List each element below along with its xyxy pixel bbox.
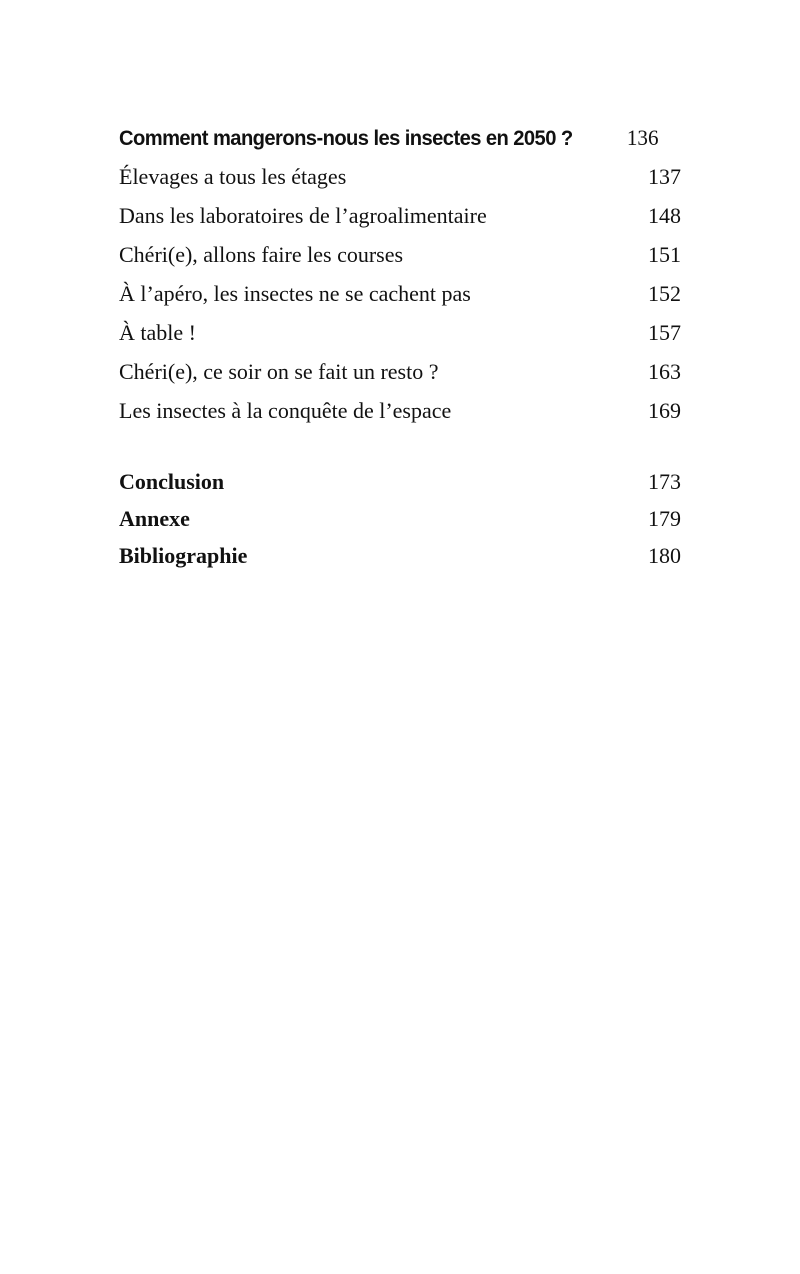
back-matter-list: [119, 463, 681, 574]
toc-entry: [119, 196, 681, 235]
back-matter-entry: [119, 537, 681, 574]
toc-entry-title: À l’apéro, les insectes ne se cachent pas: [119, 281, 471, 306]
toc-entry-page: 169: [648, 398, 681, 423]
back-matter-entry: [119, 463, 681, 500]
toc-entry-page: 137: [648, 164, 681, 189]
toc-entry-title: Chéri(e), allons faire les courses: [119, 242, 404, 267]
toc-entry-title: Chéri(e), ce soir on se fait un resto ?: [119, 359, 439, 384]
toc-entry-title: Élevages a tous les étages: [119, 164, 347, 189]
back-matter-page: 179: [648, 506, 681, 531]
toc-entry: [119, 235, 681, 274]
table-of-contents: [119, 118, 681, 430]
toc-entry: [119, 391, 681, 430]
toc-entry-title: Dans les laboratoires de l’agroalimentaire: [119, 203, 487, 228]
toc-entry-page: 148: [648, 203, 681, 228]
toc-entry: [119, 274, 681, 313]
toc-entry: [119, 313, 681, 352]
back-matter-page: 180: [648, 543, 681, 568]
toc-entry-title: Les insectes à la conquête de l’espace: [119, 398, 452, 423]
toc-entry-page: 157: [648, 320, 681, 345]
toc-entry-title: À table !: [119, 320, 196, 345]
toc-entry-page: 163: [648, 359, 681, 384]
back-matter-title: Conclusion: [119, 469, 225, 494]
back-matter-title: Annexe: [119, 506, 190, 531]
chapter-page-number: 136: [626, 125, 659, 150]
toc-entry-page: 152: [648, 281, 681, 306]
chapter-heading-row: [119, 118, 659, 157]
toc-entry-page: 151: [648, 242, 681, 267]
toc-entry: [119, 157, 681, 196]
back-matter-entry: [119, 500, 681, 537]
back-matter-title: Bibliographie: [119, 543, 248, 568]
chapter-title: Comment mangerons-nous les insectes en 2050 ?: [119, 127, 573, 150]
toc-entry: [119, 352, 681, 391]
back-matter-page: 173: [648, 469, 681, 494]
